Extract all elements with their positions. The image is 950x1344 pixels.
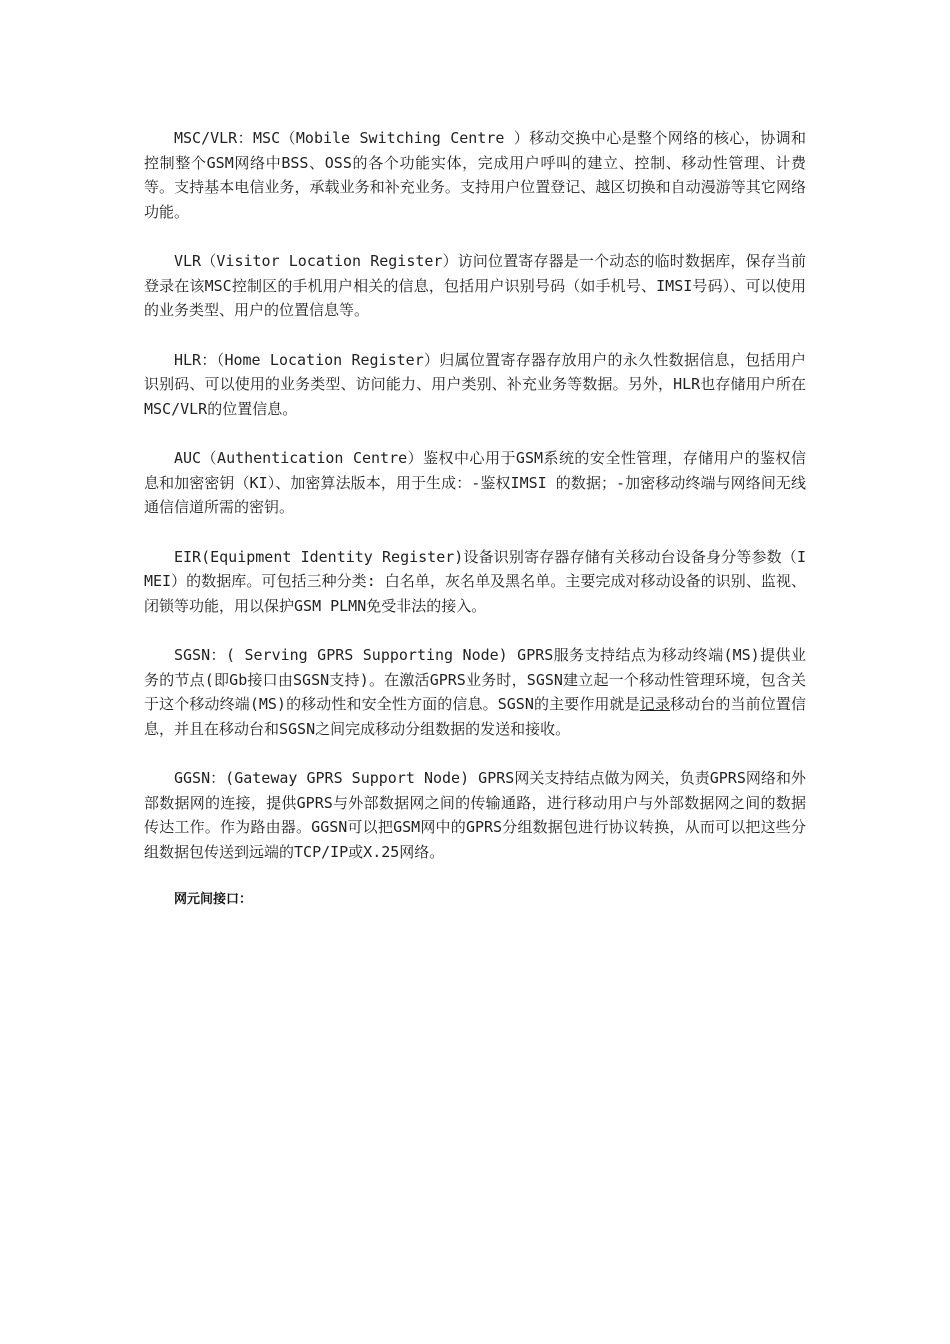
document-body (144, 126, 806, 911)
paragraph-sgsn (144, 643, 806, 741)
paragraph-sgsn-text-before: SGSN：( Serving GPRS Supporting Node) GPRS服务支持结点为移动终端(MS)提供业务的节点(即Gb接口由SGSN支持)。在激活GPRS业务时，SGSN建立起一个移动性管理环境，包含关于这个移动终端(MS)的移动性和安全性方面的信息。SGSN的主要作用就是 (144, 646, 806, 713)
paragraph-vlr: VLR（Visitor Location Register）访问位置寄存器是一个动态的临时数据库，保存当前登录在该MSC控制区的手机用户相关的信息，包括用户识别号码（如手机号、IMSI号码）、可以使用的业务类型、用户的位置信息等。 (144, 252, 806, 319)
paragraph-sgsn-text-after: 移动台的当前位置信息，并且在移动台和SGSN之间完成移动分组数据的发送和接收。 (144, 695, 806, 738)
paragraph-hlr: HLR：（Home Location Register）归属位置寄存器存放用户的永久性数据信息，包括用户识别码、可以使用的业务类型、访问能力、用户类别、补充业务等数据。另外，HLR也存储用户所在MSC/VLR的位置信息。 (144, 350, 806, 418)
section-heading-interfaces: 网元间接口： (174, 892, 253, 907)
paragraph-auc: AUC（Authentication Centre）鉴权中心用于GSM系统的安全性管理，存储用户的鉴权信息和加密密钥（KI）、加密算法版本，用于生成：-鉴权IMSI 的数据；-加密移动终端与网络间无线通信信道所需的密钥。 (144, 449, 806, 516)
paragraph-ggsn: GGSN：(Gateway GPRS Support Node) GPRS网关支持结点做为网关，负责GPRS网络和外部数据网的连接，提供GPRS与外部数据网之间的传输通路，进行移动用户与外部数据网之间的数据传达工作。作为路由器。GGSN可以把GSM网中的GPRS分组数据包进行协议转换，从而可以把这些分组数据包传送到远端的TCP/IP或X.25网络。 (144, 769, 806, 861)
paragraph-eir: EIR(Equipment Identity Register)设备识别寄存器存储有关移动台设备身分等参数（IMEI）的数据库。可包括三种分类: 白名单，灰名单及黑名单。主要完成对移动设备的识别、监视、闭锁等功能，用以保护GSM PLMN免受非法的接入。 (144, 547, 806, 615)
record-link[interactable]: 记录 (639, 695, 671, 713)
paragraph-msc-vlr: MSC/VLR：MSC（Mobile Switching Centre ）移动交换中心是整个网络的核心，协调和控制整个GSM网络中BSS、OSS的各个功能实体，完成用户呼叫的建立、控制、移动性管理、计费等。支持基本电信业务，承载业务和补充业务。支持用户位置登记、越区切换和自动漫游等其它网络功能。 (144, 129, 806, 221)
